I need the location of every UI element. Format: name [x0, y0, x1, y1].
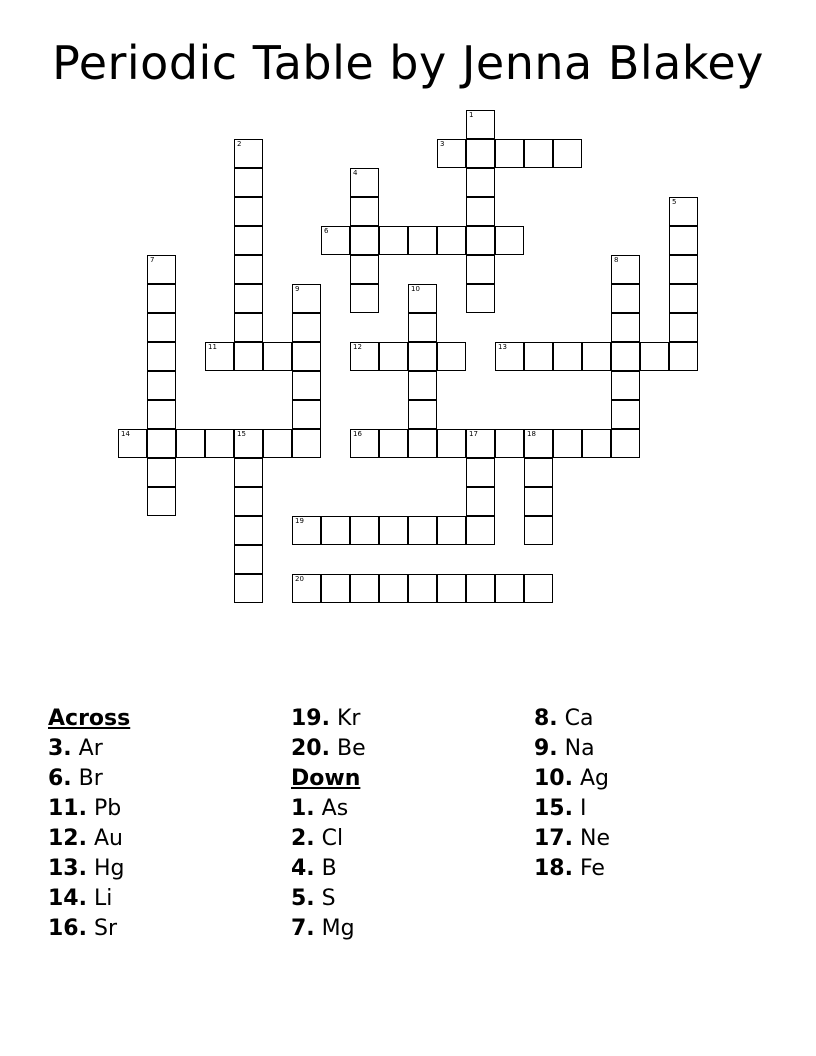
grid-cell[interactable] — [147, 255, 176, 284]
grid-cell[interactable] — [611, 400, 640, 429]
grid-cell[interactable] — [466, 516, 495, 545]
clue-down-15: 15. I — [534, 796, 587, 821]
clue-down-17: 17. Ne — [534, 826, 610, 851]
clue-across-14: 14. Li — [48, 886, 113, 911]
clue-column-1 — [48, 704, 130, 944]
grid-cell[interactable] — [408, 226, 437, 255]
grid-cell[interactable] — [234, 545, 263, 574]
grid-cell[interactable] — [495, 139, 524, 168]
grid-cell[interactable] — [553, 139, 582, 168]
grid-cell[interactable] — [350, 574, 379, 603]
grid-cell[interactable] — [408, 371, 437, 400]
grid-cell[interactable] — [234, 197, 263, 226]
down-heading: Down — [291, 766, 361, 791]
grid-cell[interactable] — [379, 516, 408, 545]
grid-cell[interactable] — [408, 284, 437, 313]
grid-cell[interactable] — [321, 516, 350, 545]
grid-cell[interactable] — [611, 371, 640, 400]
clue-number: 8 — [614, 256, 619, 264]
grid-cell[interactable] — [408, 516, 437, 545]
grid-cell[interactable] — [669, 284, 698, 313]
grid-cell[interactable] — [524, 342, 553, 371]
clue-across-3: 3. Ar — [48, 736, 103, 761]
grid-cell[interactable] — [408, 342, 437, 371]
clue-down-10: 10. Ag — [534, 766, 609, 791]
grid-cell[interactable] — [466, 429, 495, 458]
grid-cell[interactable] — [147, 400, 176, 429]
grid-cell[interactable] — [205, 342, 234, 371]
grid-cell[interactable] — [611, 284, 640, 313]
clue-number: 12 — [353, 343, 362, 351]
grid-cell[interactable] — [379, 574, 408, 603]
grid-cell[interactable] — [466, 487, 495, 516]
grid-cell[interactable] — [234, 139, 263, 168]
grid-cell[interactable] — [669, 313, 698, 342]
clue-number: 2 — [237, 140, 242, 148]
grid-cell[interactable] — [466, 255, 495, 284]
grid-cell[interactable] — [292, 371, 321, 400]
clue-number: 14 — [121, 430, 130, 438]
grid-cell[interactable] — [234, 458, 263, 487]
grid-cell[interactable] — [234, 574, 263, 603]
grid-cell[interactable] — [437, 574, 466, 603]
grid-cell[interactable] — [466, 139, 495, 168]
clue-number: 19 — [295, 517, 304, 525]
grid-cell[interactable] — [437, 139, 466, 168]
grid-cell[interactable] — [524, 487, 553, 516]
clue-number: 7 — [150, 256, 155, 264]
clue-column-3 — [534, 704, 610, 884]
grid-cell[interactable] — [350, 226, 379, 255]
grid-cell[interactable] — [524, 574, 553, 603]
grid-cell[interactable] — [611, 342, 640, 371]
grid-cell[interactable] — [495, 429, 524, 458]
grid-cell[interactable] — [466, 574, 495, 603]
grid-cell[interactable] — [234, 342, 263, 371]
grid-cell[interactable] — [292, 429, 321, 458]
clue-column-2 — [291, 704, 366, 944]
grid-cell[interactable] — [234, 429, 263, 458]
clue-across-6: 6. Br — [48, 766, 103, 791]
grid-cell[interactable] — [350, 342, 379, 371]
grid-cell[interactable] — [408, 313, 437, 342]
grid-cell[interactable] — [234, 226, 263, 255]
clue-number: 3 — [440, 140, 445, 148]
clue-across-11: 11. Pb — [48, 796, 122, 821]
grid-cell[interactable] — [553, 342, 582, 371]
clue-number: 1 — [469, 111, 474, 119]
grid-cell[interactable] — [437, 429, 466, 458]
clue-number: 17 — [469, 430, 478, 438]
grid-cell[interactable] — [437, 516, 466, 545]
clue-down-18: 18. Fe — [534, 856, 605, 881]
grid-cell[interactable] — [379, 342, 408, 371]
grid-cell[interactable] — [466, 284, 495, 313]
grid-cell[interactable] — [669, 255, 698, 284]
grid-cell[interactable] — [321, 226, 350, 255]
grid-cell[interactable] — [350, 168, 379, 197]
grid-cell[interactable] — [234, 313, 263, 342]
grid-cell[interactable] — [611, 313, 640, 342]
grid-cell[interactable] — [379, 226, 408, 255]
grid-cell[interactable] — [524, 516, 553, 545]
clue-number: 10 — [411, 285, 420, 293]
clue-across-13: 13. Hg — [48, 856, 125, 881]
grid-cell[interactable] — [176, 429, 205, 458]
grid-cell[interactable] — [234, 168, 263, 197]
clue-across-20: 20. Be — [291, 736, 366, 761]
grid-cell[interactable] — [524, 429, 553, 458]
clue-number: 4 — [353, 169, 358, 177]
grid-cell[interactable] — [350, 197, 379, 226]
grid-cell[interactable] — [640, 342, 669, 371]
grid-cell[interactable] — [234, 487, 263, 516]
grid-cell[interactable] — [582, 429, 611, 458]
grid-cell[interactable] — [408, 400, 437, 429]
grid-cell[interactable] — [582, 342, 611, 371]
grid-cell[interactable] — [292, 400, 321, 429]
grid-cell[interactable] — [669, 197, 698, 226]
grid-cell[interactable] — [495, 226, 524, 255]
clue-number: 16 — [353, 430, 362, 438]
clue-number: 6 — [324, 227, 329, 235]
clue-down-5: 5. S — [291, 886, 336, 911]
grid-cell[interactable] — [466, 226, 495, 255]
grid-cell[interactable] — [495, 574, 524, 603]
grid-cell[interactable] — [350, 255, 379, 284]
grid-cell[interactable] — [292, 342, 321, 371]
grid-cell[interactable] — [147, 371, 176, 400]
grid-cell[interactable] — [147, 487, 176, 516]
clue-down-4: 4. B — [291, 856, 337, 881]
grid-cell[interactable] — [466, 197, 495, 226]
grid-cell[interactable] — [147, 284, 176, 313]
clue-down-9: 9. Na — [534, 736, 595, 761]
clue-across-12: 12. Au — [48, 826, 123, 851]
grid-cell[interactable] — [611, 429, 640, 458]
grid-cell[interactable] — [263, 342, 292, 371]
clue-number: 20 — [295, 575, 304, 583]
grid-cell[interactable] — [350, 516, 379, 545]
grid-cell[interactable] — [292, 313, 321, 342]
grid-cell[interactable] — [437, 342, 466, 371]
clue-down-2: 2. Cl — [291, 826, 344, 851]
clue-number: 11 — [208, 343, 217, 351]
grid-cell[interactable] — [234, 516, 263, 545]
grid-cell[interactable] — [350, 284, 379, 313]
grid-cell[interactable] — [495, 342, 524, 371]
grid-cell[interactable] — [611, 255, 640, 284]
grid-cell[interactable] — [147, 429, 176, 458]
grid-cell[interactable] — [524, 458, 553, 487]
grid-cell[interactable] — [466, 168, 495, 197]
grid-cell[interactable] — [147, 458, 176, 487]
grid-cell[interactable] — [147, 313, 176, 342]
grid-cell[interactable] — [669, 226, 698, 255]
grid-cell[interactable] — [669, 342, 698, 371]
grid-cell[interactable] — [408, 429, 437, 458]
grid-cell[interactable] — [466, 110, 495, 139]
clue-down-8: 8. Ca — [534, 706, 594, 731]
clue-down-7: 7. Mg — [291, 916, 355, 941]
grid-cell[interactable] — [408, 574, 437, 603]
clue-number: 13 — [498, 343, 507, 351]
grid-cell[interactable] — [524, 139, 553, 168]
clue-number: 18 — [527, 430, 536, 438]
clue-number: 9 — [295, 285, 300, 293]
grid-cell[interactable] — [553, 429, 582, 458]
page-title: Periodic Table by Jenna Blakey — [52, 36, 764, 90]
grid-cell[interactable] — [466, 458, 495, 487]
grid-cell[interactable] — [147, 342, 176, 371]
clue-across-16: 16. Sr — [48, 916, 117, 941]
grid-cell[interactable] — [263, 429, 292, 458]
grid-cell[interactable] — [292, 574, 321, 603]
grid-cell[interactable] — [379, 429, 408, 458]
grid-cell[interactable] — [292, 516, 321, 545]
grid-cell[interactable] — [321, 574, 350, 603]
clue-number: 15 — [237, 430, 246, 438]
grid-cell[interactable] — [118, 429, 147, 458]
grid-cell[interactable] — [350, 429, 379, 458]
clue-number: 5 — [672, 198, 677, 206]
grid-cell[interactable] — [234, 284, 263, 313]
across-heading: Across — [48, 706, 131, 731]
grid-cell[interactable] — [437, 226, 466, 255]
grid-cell[interactable] — [205, 429, 234, 458]
grid-cell[interactable] — [234, 255, 263, 284]
grid-cell[interactable] — [292, 284, 321, 313]
clue-down-1: 1. As — [291, 796, 349, 821]
clue-across-19: 19. Kr — [291, 706, 361, 731]
